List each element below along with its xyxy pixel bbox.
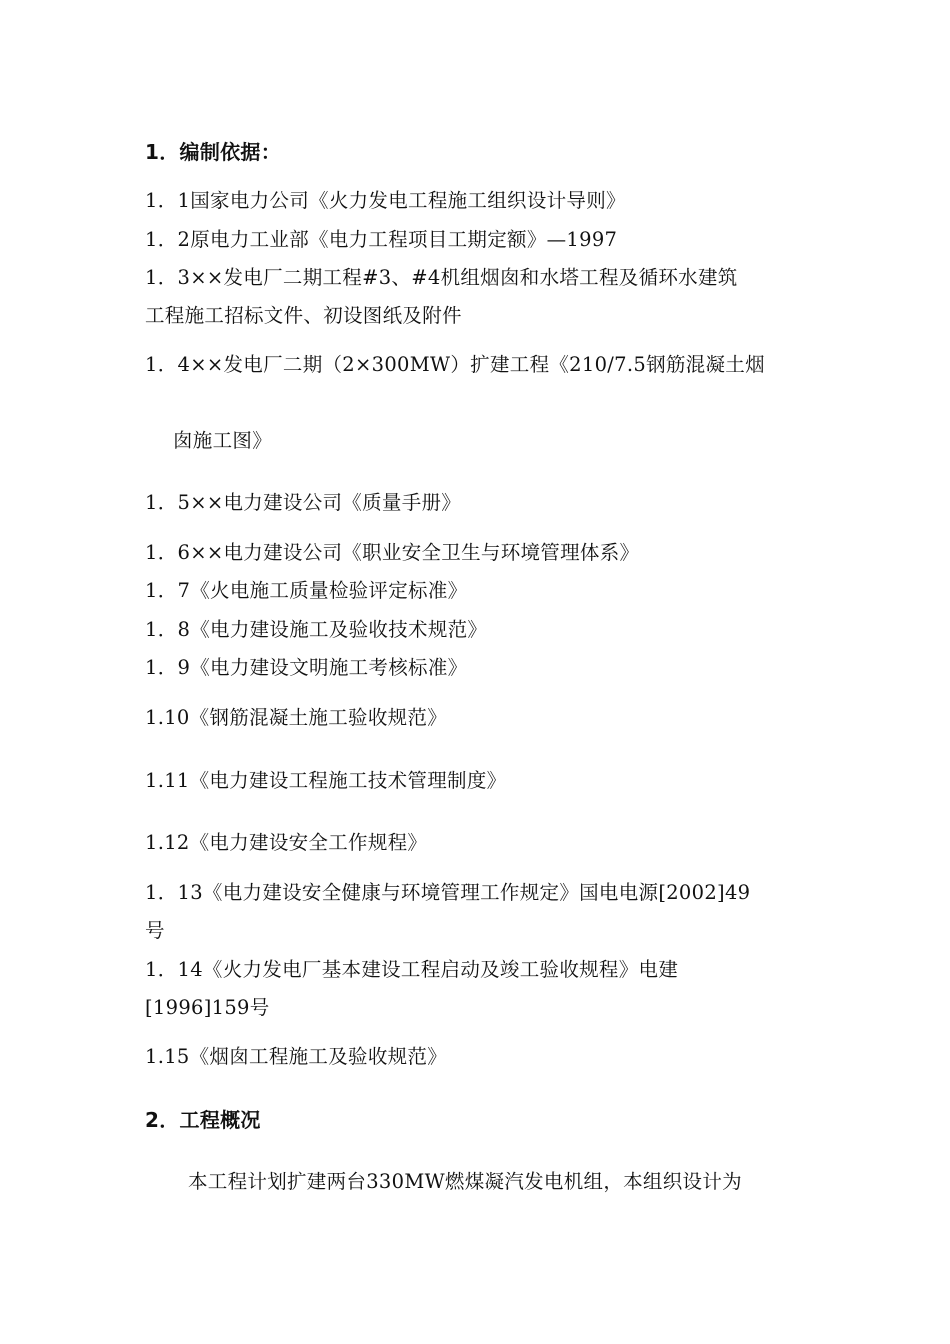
basis-item-1-3: 1．3××发电厂二期工程#3、#4机组烟囱和水塔工程及循环水建筑: [145, 266, 738, 289]
section-heading-overview: 2．工程概况: [145, 1108, 261, 1132]
basis-item-1-9: 1．9《电力建设文明施工考核标准》: [145, 656, 468, 679]
basis-item-1-14: 1．14《火力发电厂基本建设工程启动及竣工验收规程》电建: [145, 958, 679, 981]
basis-item-1-10: 1.10《钢筋混凝土施工验收规范》: [145, 706, 448, 729]
basis-item-1-5: 1．5××电力建设公司《质量手册》: [145, 491, 462, 514]
basis-item-1-13-continued: 号: [145, 919, 165, 942]
basis-item-1-8: 1．8《电力建设施工及验收技术规范》: [145, 618, 488, 641]
basis-item-1-13: 1．13《电力建设安全健康与环境管理工作规定》国电电源[2002]49: [145, 881, 751, 904]
basis-item-1-6: 1．6××电力建设公司《职业安全卫生与环境管理体系》: [145, 541, 640, 564]
basis-item-1-15: 1.15《烟囱工程施工及验收规范》: [145, 1045, 448, 1068]
basis-item-1-11: 1.11《电力建设工程施工技术管理制度》: [145, 769, 507, 792]
basis-item-1-4-continued: 囱施工图》: [173, 429, 273, 452]
basis-item-1-12: 1.12《电力建设安全工作规程》: [145, 831, 428, 854]
overview-paragraph: 本工程计划扩建两台330MW燃煤凝汽发电机组，本组织设计为: [188, 1170, 742, 1193]
section-heading-basis: 1．编制依据：: [145, 140, 282, 164]
basis-item-1-14-continued: [1996]159号: [145, 996, 270, 1019]
basis-item-1-2: 1．2原电力工业部《电力工程项目工期定额》—1997: [145, 228, 618, 251]
basis-item-1-3-continued: 工程施工招标文件、初设图纸及附件: [145, 304, 462, 327]
basis-item-1-7: 1．7《火电施工质量检验评定标准》: [145, 579, 468, 602]
basis-item-1-1: 1．1国家电力公司《火力发电工程施工组织设计导则》: [145, 189, 626, 212]
basis-item-1-4: 1．4××发电厂二期（2×300MW）扩建工程《210/7.5钢筋混凝土烟: [145, 353, 765, 376]
